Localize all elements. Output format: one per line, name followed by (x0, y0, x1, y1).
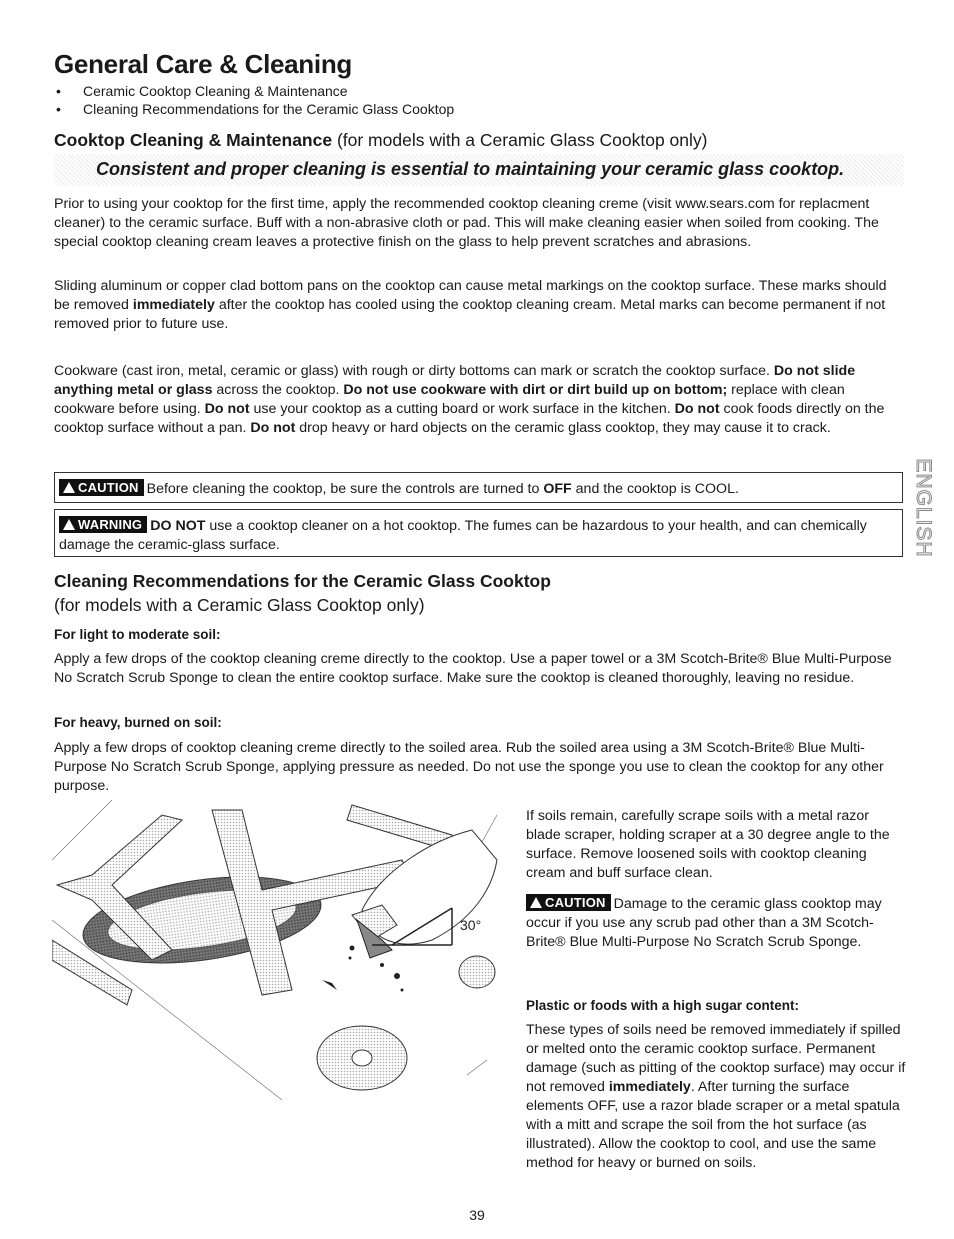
paragraph-sugar (526, 1021, 906, 1173)
caution-badge-label: CAUTION (545, 895, 606, 910)
toc-item: • Cleaning Recommendations for the Ceramic Glass Cooktop (54, 100, 454, 118)
text-run-bold: immediately (608, 1079, 691, 1095)
section-subheading-recommendations: (for models with a Ceramic Glass Cooktop only) (54, 595, 425, 615)
warning-triangle-icon (530, 897, 542, 908)
scraper-illustration (52, 800, 502, 1100)
text-run: replace with clean cookware before using. (54, 382, 845, 417)
text-run: Before cleaning the cooktop, be sure the controls are turned to (146, 481, 544, 497)
page-title: General Care & Cleaning (54, 49, 352, 79)
paragraph-first-use: Prior to using your cooktop for the first time, apply the recommended cooktop cleaning creme (visit www.sears.com for replacment cleaner) to the ceramic surface. Buff with a non-abrasive cloth or pad. This will make cleaning easier when soiled from cooking. The special cooktop cleaning cream leaves a protective finish on the glass to help prevent scratches and abrasions. (54, 196, 879, 250)
paragraph-cookware (54, 362, 904, 438)
section-heading-bold: Cooktop Cleaning & Maintenance (54, 130, 333, 150)
paragraph-metal-marks (54, 277, 904, 334)
toc-list (54, 82, 454, 118)
toc-item: • Ceramic Cooktop Cleaning & Maintenance (54, 82, 454, 100)
text-run-bold: Do not (204, 401, 250, 417)
subheading-heavy-soil: For heavy, burned on soil: (54, 715, 222, 730)
emphasis-banner-text: Consistent and proper cleaning is essential to maintaining your ceramic glass cooktop. (96, 159, 845, 179)
caution-scrub-pad (526, 894, 906, 952)
warning-triangle-icon (63, 519, 75, 530)
text-run: across the cooktop. (212, 382, 344, 398)
text-run-bold: Do not use cookware with dirt or dirt build up on bottom; (343, 382, 728, 398)
emphasis-banner (54, 154, 904, 186)
warning-triangle-icon (63, 482, 75, 493)
paragraph-scrape: If soils remain, carefully scrape soils with a metal razor blade scraper, holding scraper at a 30 degree angle to the surface. Remove loosened soils with cooktop cleaning cream and buff surface clean. (526, 808, 890, 881)
text-run: use a cooktop cleaner on a hot cooktop. The fumes can be hazardous to your health, and can chemically damage the ceramic-glass surface. (59, 518, 867, 553)
text-run-bold: DO NOT (150, 518, 206, 534)
text-run-bold: OFF (543, 481, 572, 497)
section-heading-cooktop-cleaning (54, 130, 707, 151)
text-run: These types of soils need be removed immediately if spilled or melted onto the ceramic cooktop surface. Permanent damage (such as pitting of the cooktop surface) may occur if not removed (526, 1022, 906, 1095)
page-number: 39 (469, 1207, 485, 1223)
text-run: and the cooktop is COOL. (571, 481, 739, 497)
text-run: Sliding aluminum or copper clad bottom pans on the cooktop can cause metal markings on the cooktop surface. These marks should be removed (54, 278, 887, 313)
section-heading-rest: (for models with a Ceramic Glass Cooktop only) (332, 130, 708, 150)
subheading-light-soil: For light to moderate soil: (54, 627, 221, 642)
small-burner-cap (459, 956, 495, 988)
paragraph-heavy-soil: Apply a few drops of cooktop cleaning creme directly to the soiled area. Rub the soiled area using a 3M Scotch-Brite® Blue Multi-Purpose No Scratch Scrub Sponge, applying pressure as needed. Do not use the sponge you use to clean the cooktop for any other purpose. (54, 740, 884, 794)
warning-badge (59, 516, 147, 533)
warning-badge-label: WARNING (78, 517, 143, 532)
text-run: use your cooktop as a cutting board or work surface in the kitchen. (249, 401, 675, 417)
soil-specks (322, 946, 404, 992)
warning-box (54, 509, 903, 557)
text-run: cook foods directly on the cooktop surface without a pan. (54, 401, 885, 436)
paragraph-light-soil: Apply a few drops of the cooktop cleaning creme directly to the cooktop. Use a paper towel or a 3M Scotch-Brite® Blue Multi-Purpose No Scratch Scrub Sponge to clean the entire cooktop surface. Make sure the cooktop is cleaned thoroughly, leaving no residue. (54, 651, 892, 686)
text-run: drop heavy or hard objects on the ceramic glass cooktop, they may cause it to crack. (295, 420, 831, 436)
subheading-sugar: Plastic or foods with a high sugar content: (526, 998, 800, 1013)
text-run: Damage to the ceramic glass cooktop may occur if you use any scrub pad other than a 3M Scotch-Brite® Blue Multi-Purpose No Scratch Scrub Sponge. (526, 896, 882, 950)
text-run-bold: Do not (674, 401, 720, 417)
text-run-bold: Do not slide anything metal or glass (54, 363, 856, 398)
caution-badge-label: CAUTION (78, 480, 139, 495)
angle-label: 30° (460, 917, 482, 933)
text-run-bold: Do not (250, 420, 296, 436)
caution-box (54, 472, 903, 503)
text-run: Cookware (cast iron, metal, ceramic or glass) with rough or dirty bottoms can mark or scratch the cooktop surface. (54, 363, 774, 379)
language-side-tab-label: ENGLISH (912, 458, 935, 558)
caution-badge (59, 479, 144, 496)
text-run: after the cooktop has cooled using the cooktop cleaning cream. Metal marks can become permanent if not removed prior to future use. (54, 297, 886, 332)
text-run-bold: immediately (132, 297, 215, 313)
text-run: . After turning the surface elements OFF, use a razor blade scraper or a metal spatula with a mitt and scrape the soil from the hot surface (as illustrated). Allow the cooktop to cool, and use the same method for heavy or burned on soils. (526, 1079, 900, 1171)
section-heading-recommendations: Cleaning Recommendations for the Ceramic Glass Cooktop (54, 571, 551, 591)
caution-badge (526, 894, 611, 911)
language-side-tab (911, 452, 935, 564)
